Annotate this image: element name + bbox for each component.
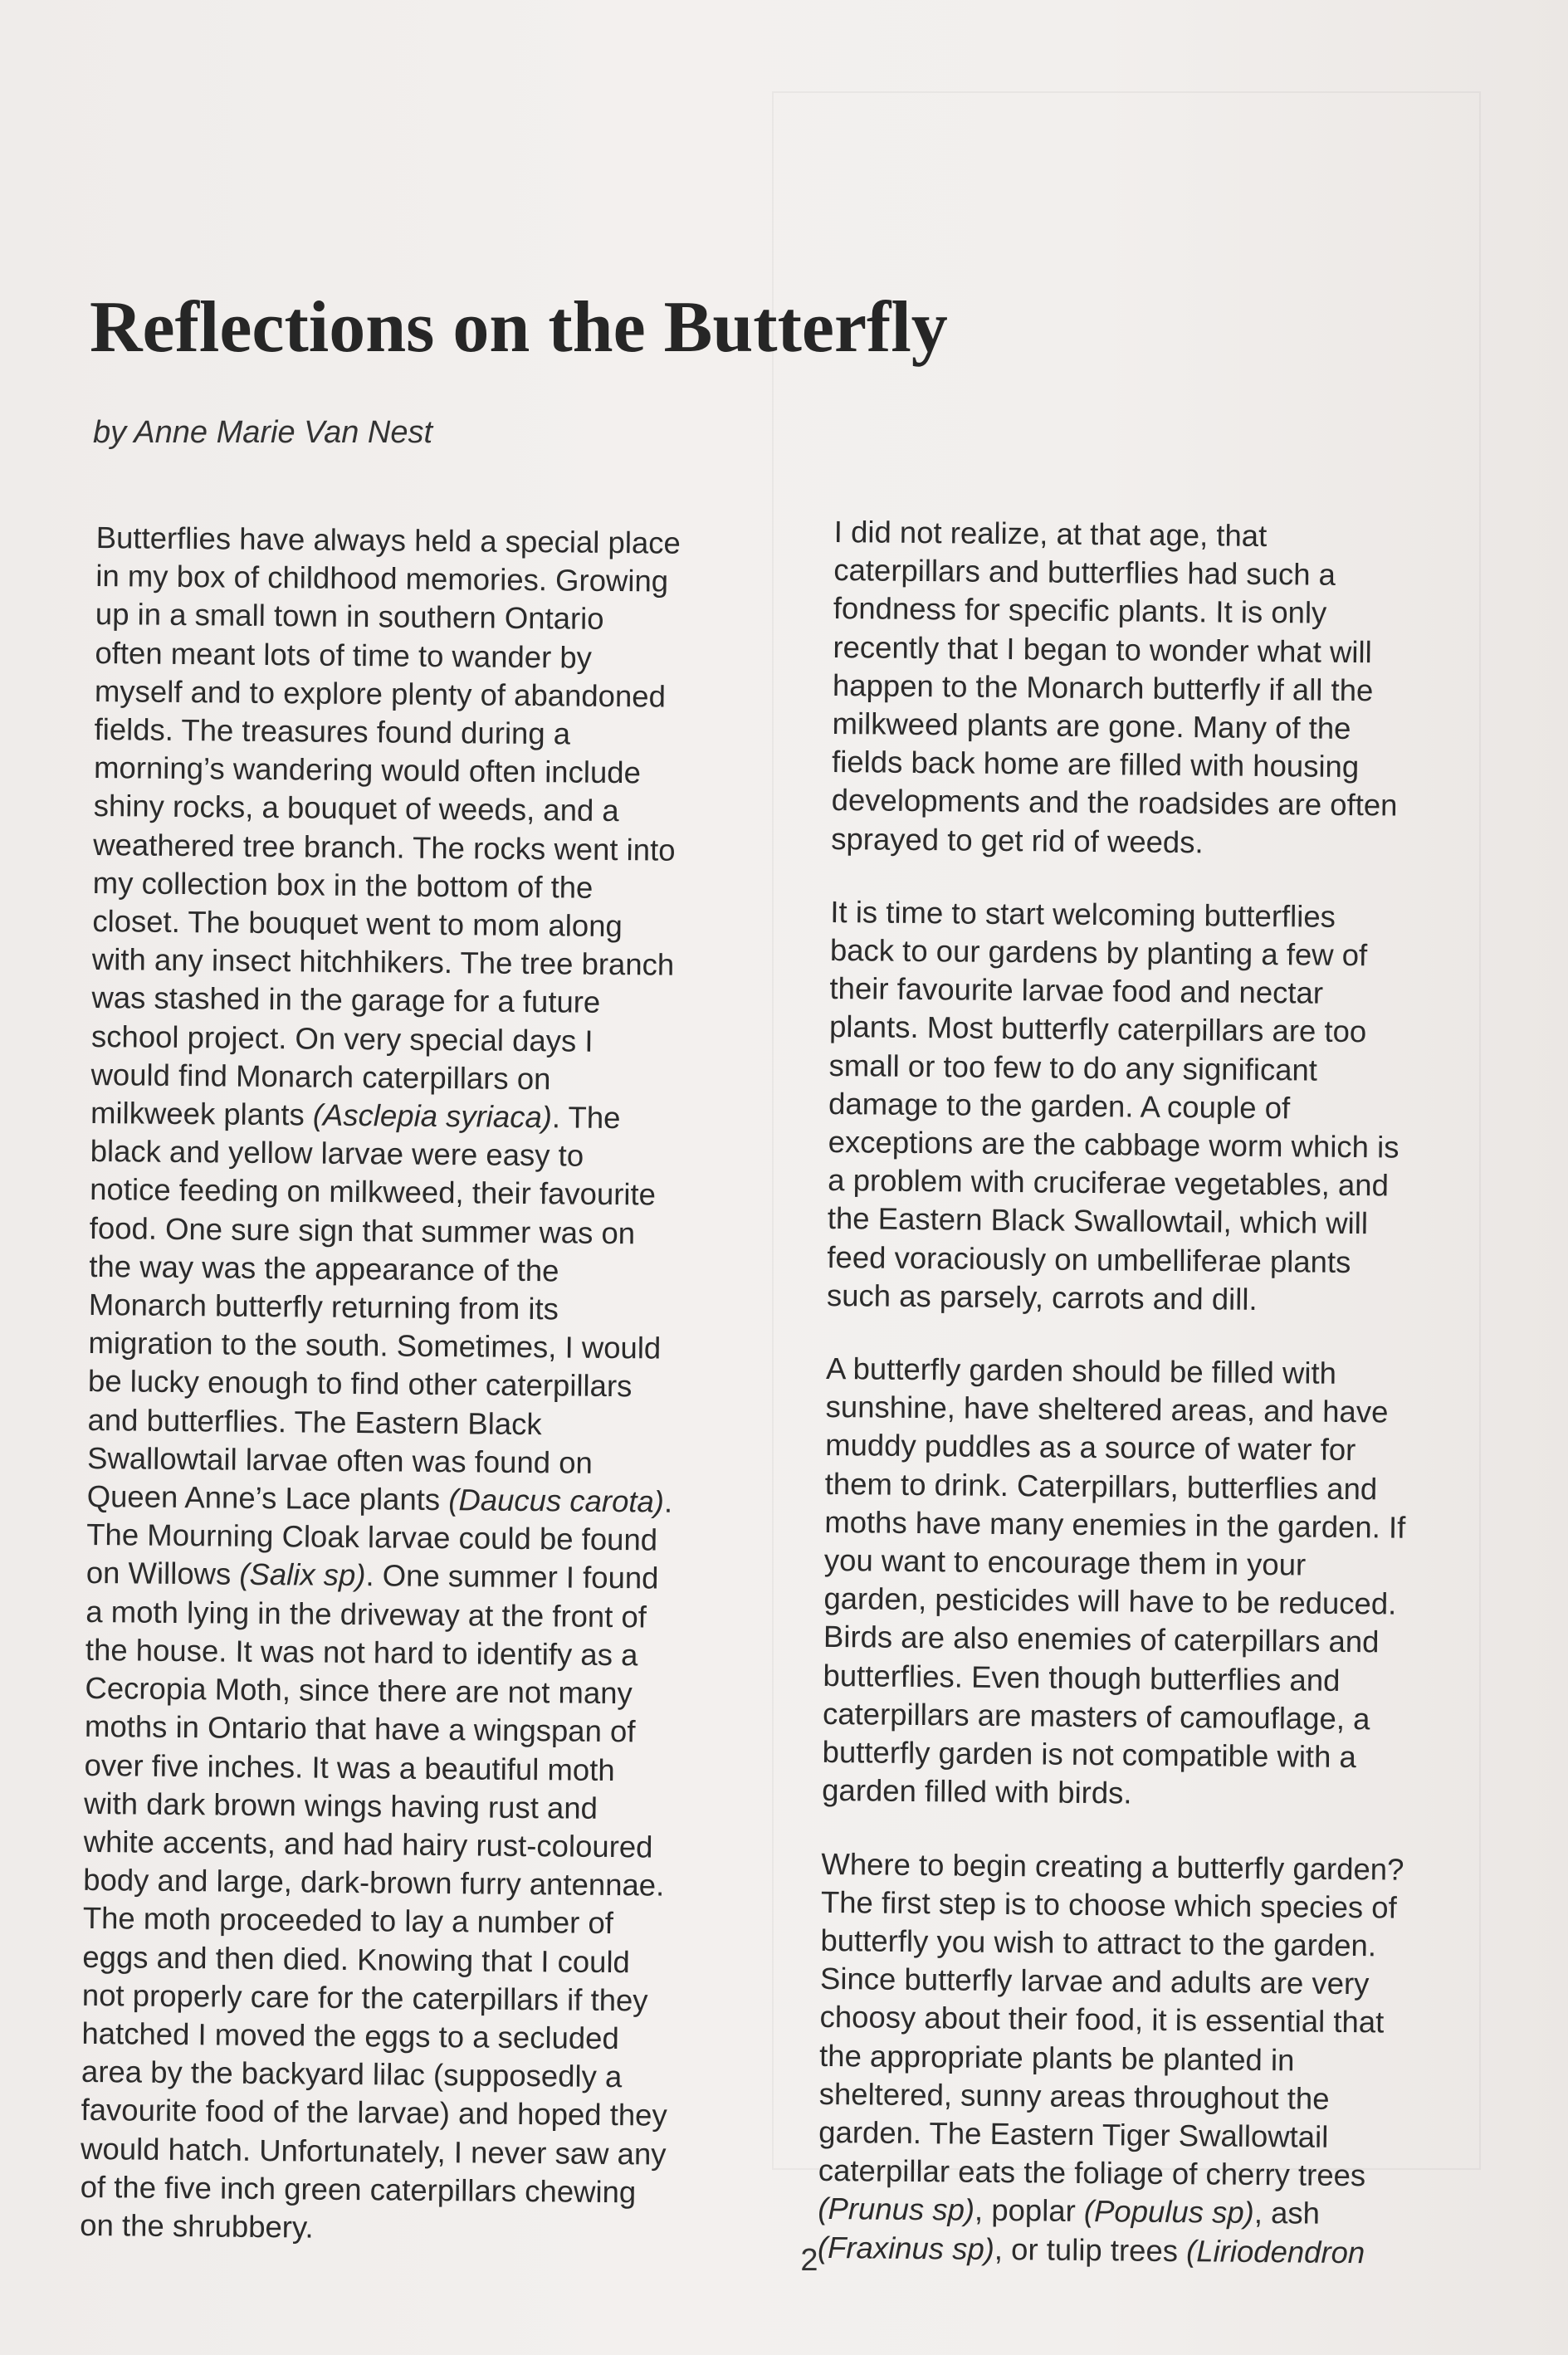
text-line: would find Monarch caterpillars on — [90, 1057, 551, 1097]
text-line: garden, pesticides will have to be reduced. — [823, 1581, 1397, 1621]
text-line: my collection box in the bottom of the — [92, 865, 593, 905]
paragraph — [822, 1350, 1502, 1816]
text-line: damage to the garden. A couple of — [828, 1086, 1291, 1126]
text-run: milkweek plants — [90, 1096, 314, 1132]
text-line: food. One sure sign that summer was on — [89, 1210, 636, 1250]
text-line: muddy puddles as a source of water for — [825, 1428, 1356, 1468]
text-line: the house. It was not hard to identify as a — [85, 1632, 638, 1673]
text-line: garden filled with birds. — [822, 1773, 1132, 1810]
text-line: sheltered, sunny areas throughout the — [818, 2076, 1330, 2116]
text-line: not properly care for the caterpillars if they — [81, 1977, 648, 2018]
text-line: fields back home are filled with housing — [831, 745, 1360, 784]
text-line — [86, 1478, 800, 1522]
text-line: the way was the appearance of the — [89, 1248, 559, 1288]
text-line: It is time to start welcoming butterflies — [830, 894, 1336, 934]
text-line: the appropriate plants be planted in — [818, 2038, 1295, 2077]
species-name: (Liriodendron — [1185, 2233, 1365, 2269]
text-line — [818, 2228, 1494, 2273]
text-run: , ash — [1253, 2196, 1321, 2231]
text-line: Cecropia Moth, since there are not many — [85, 1671, 633, 1711]
text-line: notice feeding on milkweed, their favourite — [90, 1172, 657, 1212]
text-run: on Willows — [85, 1556, 240, 1592]
page-number: 2 — [800, 2243, 818, 2278]
text-line: would hatch. Unfortunately, I never saw any — [80, 2131, 667, 2172]
text-line: of the five inch green caterpillars chewing — [80, 2169, 637, 2210]
text-line: shiny rocks, a bouquet of weeds, and a — [93, 789, 619, 828]
text-line: morning’s wandering would often include — [93, 750, 642, 790]
species-name: (Populus sp) — [1083, 2194, 1255, 2230]
text-line: The moth proceeded to lay a number of — [82, 1901, 614, 1941]
text-line: a problem with cruciferae vegetables, and — [828, 1163, 1390, 1203]
text-line: sprayed to get rid of weeds. — [831, 821, 1204, 859]
text-line: on the shrubbery. — [80, 2207, 314, 2245]
text-line: the Eastern Black Swallowtail, which will — [827, 1201, 1369, 1241]
text-line: recently that I began to wonder what will — [833, 629, 1372, 669]
paragraph — [831, 513, 1511, 865]
species-name: (Fraxinus sp) — [817, 2230, 995, 2266]
text-run: . The — [551, 1100, 621, 1136]
text-line: such as parsely, carrots and dill. — [826, 1278, 1258, 1317]
text-line: Butterflies have always held a special place — [95, 520, 681, 560]
species-name: (Prunus sp) — [818, 2191, 975, 2228]
text-run: , poplar — [974, 2193, 1085, 2229]
text-line: butterflies. Even though butterflies and — [823, 1658, 1341, 1698]
text-run: . — [663, 1484, 673, 1519]
text-line: The first step is to choose which species of — [820, 1884, 1397, 1925]
text-line: hatched I moved the eggs to a secluded — [81, 2015, 619, 2056]
text-line: you want to encourage them in your — [823, 1543, 1307, 1582]
text-line: developments and the roadsides are often — [831, 783, 1398, 823]
text-line: Swallowtail larvae often was found on — [86, 1440, 593, 1480]
paragraph — [80, 519, 810, 2251]
text-line: area by the backyard lilac (supposedly a — [81, 2055, 623, 2094]
species-name: (Daucus carota) — [448, 1483, 665, 1519]
text-line: A butterfly garden should be filled with — [825, 1351, 1337, 1390]
text-line: caterpillar eats the foliage of cherry trees — [818, 2153, 1366, 2193]
text-line: be lucky enough to find other caterpillars — [87, 1364, 633, 1404]
text-line: favourite food of the larvae) and hoped they — [81, 2093, 667, 2133]
text-line: milkweed plants are gone. Many of the — [832, 706, 1351, 746]
text-line: their favourite larvae food and nectar — [829, 971, 1324, 1010]
text-line: happen to the Monarch butterfly if all the — [832, 667, 1374, 708]
text-line: migration to the south. Sometimes, I would — [88, 1326, 662, 1366]
article-title: Reflections on the Butterfly — [90, 287, 948, 368]
text-line: up in a small town in southern Ontario — [95, 597, 604, 637]
text-line: caterpillars are masters of camouflage, a — [822, 1696, 1370, 1737]
text-line: myself and to explore plenty of abandoned — [94, 673, 667, 714]
article-byline: by Anne Marie Van Nest — [93, 415, 433, 450]
text-line: Monarch butterfly returning from its — [88, 1287, 559, 1327]
text-line: with any insect hitchhikers. The tree branch — [91, 942, 675, 982]
paragraph — [818, 1844, 1498, 2273]
text-line: butterfly garden is not compatible with a — [822, 1735, 1356, 1775]
text-line: butterfly you wish to attract to the garden. — [820, 1923, 1377, 1963]
text-line: Where to begin creating a butterfly garden? — [821, 1846, 1404, 1887]
text-line: school project. On very special days I — [90, 1019, 593, 1058]
text-line: back to our gardens by planting a few of — [829, 933, 1368, 973]
text-line: over five inches. It was a beautiful moth — [84, 1747, 615, 1787]
paragraph — [827, 893, 1507, 1322]
text-run: , or tulip trees — [994, 2231, 1187, 2268]
text-line: caterpillars and butterflies had such a — [833, 553, 1336, 593]
left-column — [80, 519, 810, 2286]
text-run: . One summer I found — [365, 1558, 659, 1596]
text-line: in my box of childhood memories. Growing — [95, 559, 669, 599]
right-column — [817, 513, 1511, 2308]
text-line: The Mourning Cloak larvae could be found — [86, 1517, 658, 1557]
text-run: Queen Anne’s Lace plants — [86, 1479, 449, 1517]
text-line: plants. Most butterfly caterpillars are too — [828, 1009, 1367, 1049]
text-line — [90, 1094, 804, 1139]
text-line: moths in Ontario that have a wingspan of — [84, 1709, 636, 1749]
species-name: (Asclepia syriaca) — [312, 1097, 553, 1135]
text-line: exceptions are the cabbage worm which is — [828, 1125, 1399, 1165]
text-line: I did not realize, at that age, that — [833, 514, 1268, 554]
text-line: with dark brown wings having rust and — [83, 1786, 598, 1825]
species-name: (Salix sp) — [239, 1557, 366, 1593]
text-line: choosy about their food, it is essential that — [819, 2000, 1385, 2040]
text-line: body and large, dark-brown furry antennae. — [83, 1863, 665, 1903]
text-line: a moth lying in the driveway at the front of — [85, 1594, 647, 1634]
text-line: black and yellow larvae were easy to — [90, 1134, 584, 1173]
text-line: fields. The treasures found during a — [94, 712, 571, 751]
text-line: feed voraciously on umbelliferae plants — [827, 1239, 1351, 1279]
text-line — [818, 2190, 1494, 2235]
text-line: white accents, and had hairy rust-coloured — [83, 1824, 653, 1864]
text-line: Birds are also enemies of caterpillars and — [823, 1620, 1380, 1659]
text-line: and butterflies. The Eastern Black — [87, 1402, 542, 1441]
text-line: small or too few to do any significant — [828, 1048, 1318, 1087]
text-line: weathered tree branch. The rocks went into — [93, 827, 676, 867]
text-line: often meant lots of time to wander by — [95, 635, 593, 675]
text-line: sunshine, have sheltered areas, and have — [825, 1390, 1389, 1429]
text-line: was stashed in the garage for a future — [91, 980, 601, 1020]
text-line: fondness for specific plants. It is only — [833, 591, 1327, 631]
text-line: them to drink. Caterpillars, butterflies and — [824, 1466, 1378, 1507]
text-line: Since butterfly larvae and adults are very — [819, 1962, 1370, 2001]
text-line: garden. The Eastern Tiger Swallowtail — [818, 2114, 1329, 2154]
text-line: eggs and then died. Knowing that I could — [82, 1939, 631, 1979]
text-line: moths have many enemies in the garden. If — [824, 1504, 1406, 1545]
text-line: closet. The bouquet went to mom along — [92, 904, 623, 944]
text-line — [86, 1554, 800, 1599]
